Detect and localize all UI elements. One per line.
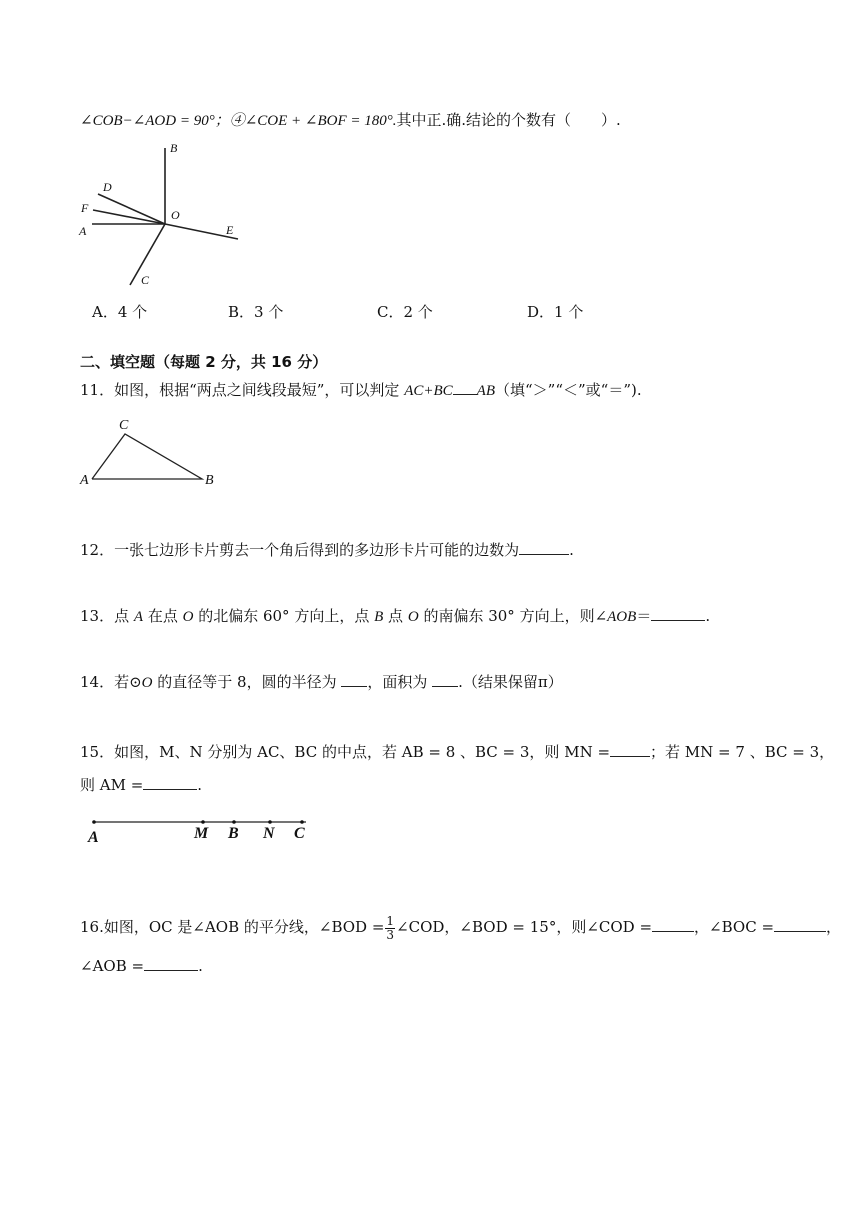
q16-end: .	[198, 957, 203, 975]
point-m	[201, 820, 205, 824]
q15-segment-figure	[80, 812, 320, 848]
q13-text-3: 的北偏东 60° 方向上，点	[193, 607, 375, 625]
q10-condition-line	[80, 110, 621, 131]
tri-label-b: B	[205, 473, 214, 488]
question-14	[80, 672, 563, 693]
q13-point-o-2: O	[407, 609, 419, 625]
label-c: C	[141, 273, 150, 287]
q13-point-o: O	[182, 609, 194, 625]
q14-text-2: 的直径等于 8，圆的半径为	[152, 673, 342, 691]
q16-aob-blank[interactable]	[144, 956, 198, 971]
option-a[interactable]: A．4 个	[92, 303, 148, 321]
tri-label-c: C	[119, 418, 129, 433]
q15-text-2: ；若 MN = 7 、BC = 3，	[650, 743, 835, 761]
ray-of	[93, 210, 165, 224]
q16-text-5: ∠AOB =	[80, 957, 145, 975]
label-e: E	[226, 223, 234, 237]
option-c[interactable]: C．2 个	[377, 303, 433, 321]
point-a	[92, 820, 96, 824]
q12-answer-blank[interactable]	[519, 540, 569, 555]
q13-text-4: 点	[383, 607, 408, 625]
q12-end: .	[569, 541, 574, 559]
q12-number: 12．	[80, 541, 115, 559]
q10-tail-text: 其中正.确.结论的个数有（ ）.	[396, 111, 621, 129]
q15-am-blank[interactable]	[143, 775, 197, 790]
q15-text-3: 则 AM =	[80, 776, 144, 794]
question-12	[80, 540, 574, 560]
q15-mn-blank[interactable]	[610, 742, 650, 757]
q16-frac-numerator: 1	[386, 913, 395, 928]
q16-text-1: 如图，OC 是∠AOB 的平分线，∠BOD =	[103, 918, 385, 936]
point-c	[300, 820, 304, 824]
q14-text-4: .（结果保留π）	[458, 673, 563, 691]
q11-answer-blank[interactable]	[453, 380, 477, 395]
q13-number: 13．	[80, 607, 115, 625]
q11-hint: （填“＞”“＜”或“＝”).	[495, 381, 642, 399]
q14-radius-blank[interactable]	[341, 672, 367, 687]
q13-answer-blank[interactable]	[651, 606, 705, 621]
q14-circle-o: O	[141, 675, 153, 691]
label-o: O	[171, 208, 180, 222]
seg-label-n: N	[263, 825, 275, 842]
point-n	[268, 820, 272, 824]
seg-label-m: M	[194, 825, 209, 842]
tri-label-a: A	[80, 473, 89, 488]
q13-point-a: A	[133, 609, 144, 625]
question-16-line-1	[80, 912, 841, 942]
q15-text-1: 如图，M、N 分别为 AC、BC 的中点，若 AB = 8 、BC = 3，则 MN =	[114, 743, 611, 761]
q16-text-3: ，∠BOC =	[694, 918, 775, 936]
q15-end: .	[197, 776, 203, 794]
q13-text-1: 点	[114, 607, 134, 625]
label-a: A	[79, 224, 87, 238]
question-11	[80, 380, 642, 401]
q13-equals: ＝	[636, 607, 652, 625]
section-heading: 二、填空题（每题 2 分，共 16 分）	[80, 353, 328, 371]
q11-expr: AC+BC	[404, 383, 453, 399]
seg-label-b: B	[228, 825, 239, 842]
q16-number: 16.	[80, 918, 104, 936]
q16-fraction	[385, 915, 395, 942]
question-15-line-2	[80, 775, 202, 795]
q14-area-blank[interactable]	[432, 672, 458, 687]
q16-text-4: ，	[826, 918, 842, 936]
q15-number: 15．	[80, 743, 115, 761]
seg-label-c: C	[294, 825, 305, 842]
q11-text: 如图，根据“两点之间线段最短”，可以判定	[114, 381, 405, 399]
q11-ab: AB	[476, 383, 495, 399]
question-15-line-1	[80, 742, 834, 762]
q10-angle-figure	[70, 140, 270, 290]
q13-point-b: B	[374, 609, 384, 625]
option-b[interactable]: B．3 个	[228, 303, 284, 321]
q13-end: .	[705, 607, 711, 625]
label-d: D	[103, 180, 112, 194]
q11-triangle-figure	[75, 412, 225, 492]
q14-number: 14．	[80, 673, 115, 691]
q14-text-1: 若⊙	[114, 673, 142, 691]
q13-angle-aob: AOB	[607, 609, 637, 625]
label-b: B	[170, 141, 178, 155]
q16-text-2: ∠COD，∠BOD = 15°，则∠COD =	[396, 918, 653, 936]
q16-frac-denominator: 3	[386, 927, 395, 942]
q16-boc-blank[interactable]	[774, 917, 826, 932]
q16-cod-blank[interactable]	[652, 917, 694, 932]
q10-tail-expr: ∠COB−∠AOD = 90°；④∠COE + ∠BOF = 180°.	[80, 113, 397, 129]
question-16-line-2	[80, 956, 203, 976]
q13-text-5: 的南偏东 30° 方向上，则∠	[418, 607, 608, 625]
q13-text-2: 在点	[143, 607, 183, 625]
point-b	[232, 820, 236, 824]
option-d[interactable]: D．1 个	[527, 303, 584, 321]
label-f: F	[81, 201, 89, 215]
q11-number: 11．	[80, 381, 115, 399]
question-13	[80, 606, 710, 627]
q14-text-3: ，面积为	[367, 673, 433, 691]
ray-od	[98, 194, 165, 224]
q12-text: 一张七边形卡片剪去一个角后得到的多边形卡片可能的边数为	[114, 541, 520, 559]
seg-label-a: A	[88, 829, 99, 846]
